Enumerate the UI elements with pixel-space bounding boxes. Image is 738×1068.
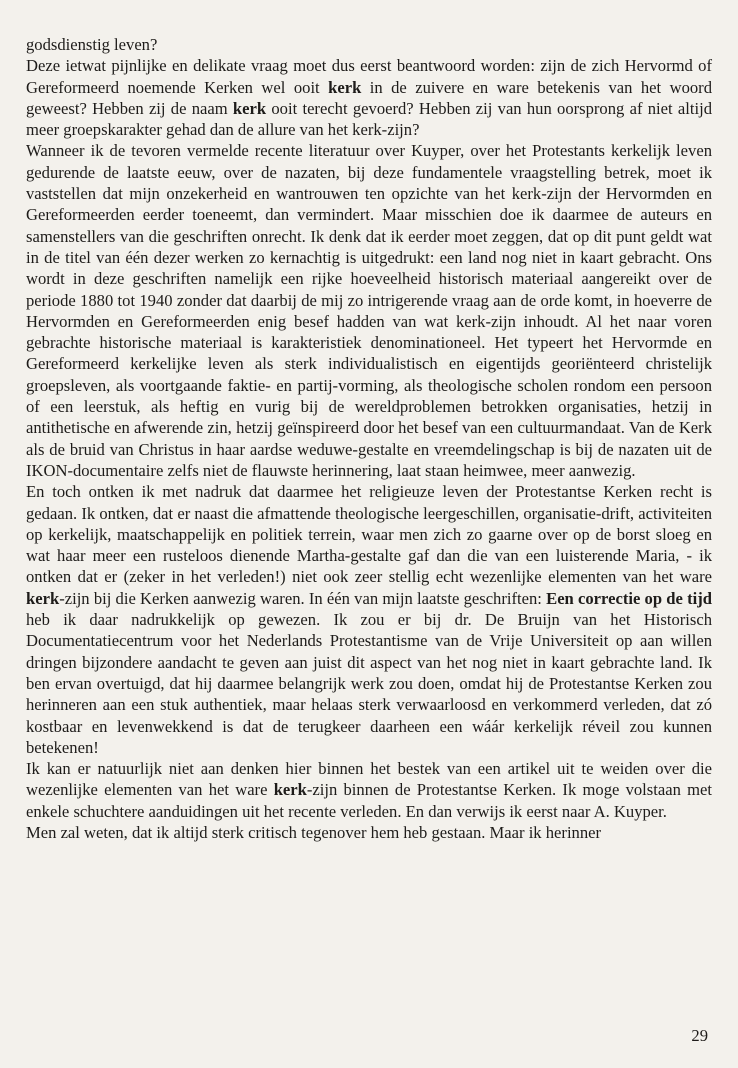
text-run: -zijn bij die Kerken aanwezig waren. In één van mijn laatste geschriften: <box>59 588 547 608</box>
text-run: Ik kan er natuurlijk niet aan denken hier binnen het bestek van een artikel uit te weiden over die wezenlijke elementen van het ware <box>26 759 712 800</box>
bold-text: kerk <box>273 780 307 800</box>
text-run: ooit terecht gevoerd? Hebben zij van hun oorsprong af niet altijd meer groepskarakter gehad dan de allure van het kerk-zijn? <box>26 98 712 140</box>
bold-text: kerk <box>26 588 60 608</box>
text-run: Wanneer ik de tevoren vermelde recente literatuur over Kuyper, over het Protestants kerkelijk leven gedurende de laatste eeuw, over de nazaten, bij deze fundamentele vraagstelling betrek, moet ik vaststellen dat mijn onzekerheid en wantrouwen ten opzichte van het kerk-zijn der Hervormden en Gereformeerden eerder toeneemt, dan vermindert. Maar misschien doe ik daarmee de auteurs en samenstellers van die geschriften onrecht. Ik denk dat ik eerder moet zeggen, dat op dit punt geldt wat in de titel van één dezer werken zo kernachtig is uitgedrukt: een land nog niet in kaart gebracht. Ons wordt in deze geschriften namelijk een rijke hoeveelheid historisch materiaal aangereikt over de periode 1880 tot 1940 zonder dat daarbij de mij zo intrigerende vraag aan de orde komt, in hoeverre de Hervormden en Gereformeerden enig besef hadden van wat kerk-zijn inhoudt. Al het naar voren gebrachte historische materiaal is karakteristiek denominationeel. Het typeert het Hervormde en Gereformeerd kerkelijke leven als sterk individualistisch en eigentijds georiënteerd christelijk groepsleven, als voortgaande faktie- en partij-vorming, als theologische scholen rondom een persoon of een leerstuk, als heftig en vurig bij de wereldproblemen betrokken organisaties, hetzij in antithetische en afwerende zin, hetzij geïnspireerd door het besef van een cultuurmandaat. Van de Kerk als de bruid van Christus in haar aardse weduwe-gestalte en vreemdelingschap is bij de nazaten uit de IKON-documentaire zelfs niet de flauwste herinnering, laat staan heimwee, meer aanwezig. <box>26 141 712 480</box>
text-run: heb ik daar nadrukkelijk op gewezen. Ik zou er bij dr. De Bruijn van het Historisch Documentatiecentrum voor het Nederlands Protestantisme van de Vrije Universiteit op aan willen dringen bijzondere aandacht te geven aan juist dit aspect van het nog niet in kaart gebrachte land. Ik ben ervan overtuigd, dat hij daarmee belangrijk werk zou doen, omdat hij de Protestantse Kerken zou herinneren aan een stuk authentiek, maar helaas sterk verwaarloosd en verkommerd verleden, dat zó kostbaar en levenwekkend is dat de terugkeer daarheen een wáár kerkelijk réveil zou kunnen betekenen! <box>26 610 712 757</box>
bold-text: kerk <box>328 77 362 97</box>
paragraph <box>26 758 712 822</box>
paragraph <box>26 822 712 843</box>
body-text <box>26 34 712 843</box>
text-run: Deze ietwat pijnlijke en delikate vraag moet dus eerst beantwoord worden: zijn de zich Hervormd of Gereformeerd noemende Kerken wel ooit <box>26 56 712 97</box>
paragraph <box>26 34 712 55</box>
page-number: 29 <box>691 1026 708 1045</box>
text-run: in de zuivere en ware betekenis van het woord geweest? Hebben zij de naam <box>26 77 712 118</box>
text-run: Men zal weten, dat ik altijd sterk critisch tegenover hem heb gestaan. Maar ik herinner <box>26 822 602 842</box>
paragraph <box>26 55 712 140</box>
paragraph <box>26 140 712 481</box>
paragraph <box>26 481 712 758</box>
text-run: godsdienstig leven? <box>26 35 158 54</box>
text-run: -zijn binnen de Protestantse Kerken. Ik moge volstaan met enkele schuchtere aanduidingen uit het recente verleden. En dan verwijs ik eerst naar A. Kuyper. <box>26 780 713 821</box>
text-run: En toch ontken ik met nadruk dat daarmee het religieuze leven der Protestantse Kerken recht is gedaan. Ik ontken, dat er naast die afmattende theologische leergeschillen, organisatie-drift, activiteiten op kerkelijk, maatschappelijk en politiek terrein, waar men zich zo gaarne over op de borst sloeg en wat haar meer een rusteloos dienende Martha-gestalte gaf dan die van een luisterende Maria, - ik ontken dat er (zeker in het verleden!) niet ook zeer stellig echt wezenlijke elementen van het ware <box>26 482 712 587</box>
bold-text: Een correctie op de tijd <box>546 588 712 608</box>
bold-text: kerk <box>232 98 267 118</box>
